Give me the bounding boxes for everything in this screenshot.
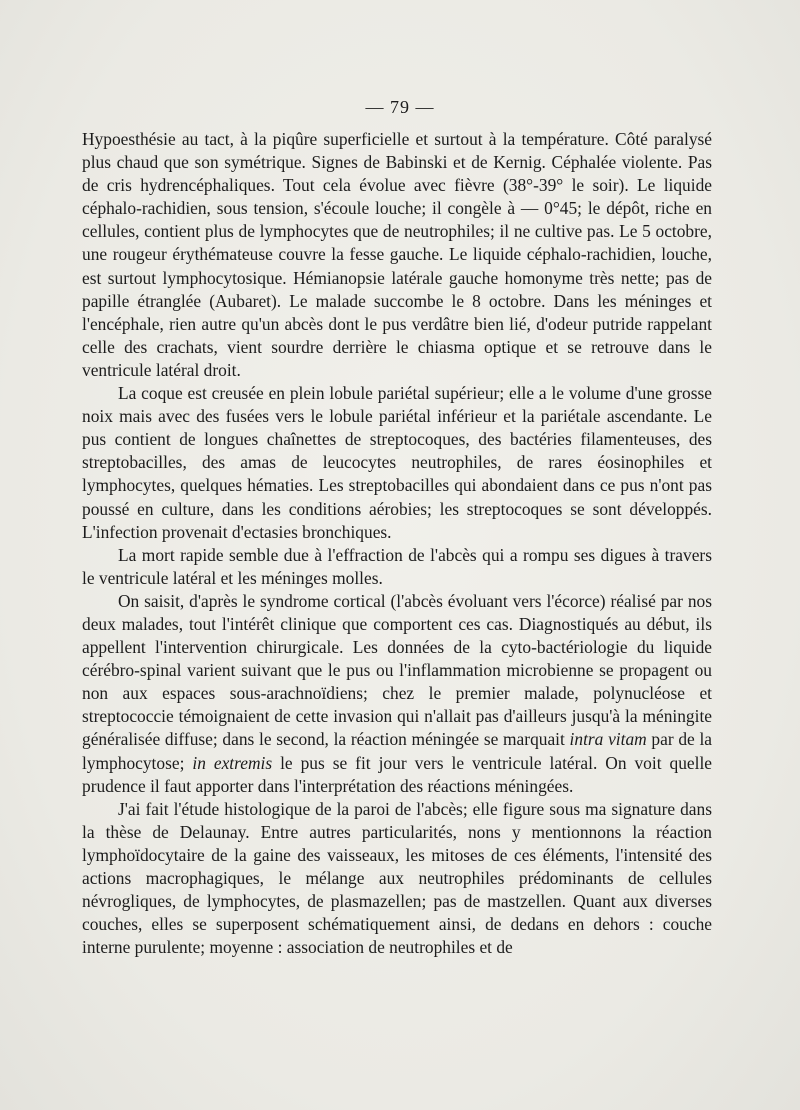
paragraph xyxy=(82,590,712,798)
text-run: Hypoesthésie au tact, à la piqûre superficielle et surtout à la température. Côté paralysé plus chaud que son symétrique. Signes de Babinski et de Kernig. Céphalée violente. Pas de cris hydrencéphaliques. Tout cela évolue avec fièvre (38°-39° le soir). Le liquide céphalo-rachidien, sous tension, s'écoule louche; il congèle à — 0°45; le dépôt, riche en cellules, contient plus de lymphocytes que de neutrophiles; il ne cultive pas. Le 5 octobre, une rougeur érythémateuse couvre la fesse gauche. Le liquide céphalo-rachidien, louche, est surtout lymphocytosique. Hémianopsie latérale gauche homonyme très nette; pas de papille étranglée (Aubaret). Le malade succombe le 8 octobre. Dans les méninges et l'encéphale, rien autre qu'un abcès dont le pus verdâtre bien lié, d'odeur putride rappelant celle des crachats, vient sourdre derrière le chiasma optique et se retrouve dans le ventricule latéral droit. xyxy=(82,129,712,380)
text-run: La coque est creusée en plein lobule pariétal supérieur; elle a le volume d'une grosse noix mais avec des fusées vers le lobule pariétal inférieur et la pariétale ascendante. Le pus contient de longues chaînettes de streptocoques, des bactéries filamenteuses, des streptobacilles, des amas de leucocytes neutrophiles, de rares éosinophiles et lymphocytes, quelques hématies. Les streptobacilles qui abondaient dans ce pus n'ont pas poussé en culture, dans les conditions aérobies; les streptocoques se sont développés. L'infection provenait d'ectasies bronchiques. xyxy=(82,383,712,542)
paragraph xyxy=(82,128,712,382)
page-number: — 79 — xyxy=(365,97,435,117)
body-text xyxy=(82,128,712,959)
text-run: le pus se fit jour vers le ventricule latéral. On voit quelle prudence il faut apporter dans l'interprétation des réactions méningées. xyxy=(82,752,712,796)
text-run: par de la lymphocytose; xyxy=(82,729,712,773)
text-run: On saisit, d'après le syndrome cortical (l'abcès évoluant vers l'écorce) réalisé par nos deux malades, tout l'intérêt clinique que comportent ces cas. Diagnostiqués au début, ils appellent l'intervention chirurgicale. Les données de la cyto-bactériologie du liquide cérébro-spinal varient suivant que le pus ou l'inflammation microbienne se propagent ou non aux espaces sous-arachnoïdiens; chez le premier malade, polynucléose et streptococcie témoignaient de cette invasion qui n'allait pas d'ailleurs jusqu'à la méningite généralisée diffuse; dans le second, la réaction méningée se marquait xyxy=(82,590,712,750)
paragraph xyxy=(82,798,712,960)
text-run: La mort rapide semble due à l'effraction de l'abcès qui a rompu ses digues à travers le ventricule latéral et les méninges molles. xyxy=(82,544,712,588)
italic-phrase: in extremis xyxy=(192,752,273,773)
paragraph xyxy=(82,382,712,544)
text-run: J'ai fait l'étude histologique de la paroi de l'abcès; elle figure sous ma signature dans la thèse de Delaunay. Entre autres particularités, nons y mentionnons la réaction lymphoïdocytaire de la gaine des vaisseaux, les mitoses de ces éléments, l'intensité des actions macrophagiques, le mélange aux neutrophiles prédominants de cellules névrogliques, de lymphocytes, de plasmazellen; pas de mastzellen. Quant aux diverses couches, elles se superposent schématiquement ainsi, de dedans en dehors : couche interne purulente; moyenne : association de neutrophiles et de xyxy=(82,798,712,958)
italic-phrase: intra vitam xyxy=(569,729,647,750)
paragraph xyxy=(82,544,712,590)
